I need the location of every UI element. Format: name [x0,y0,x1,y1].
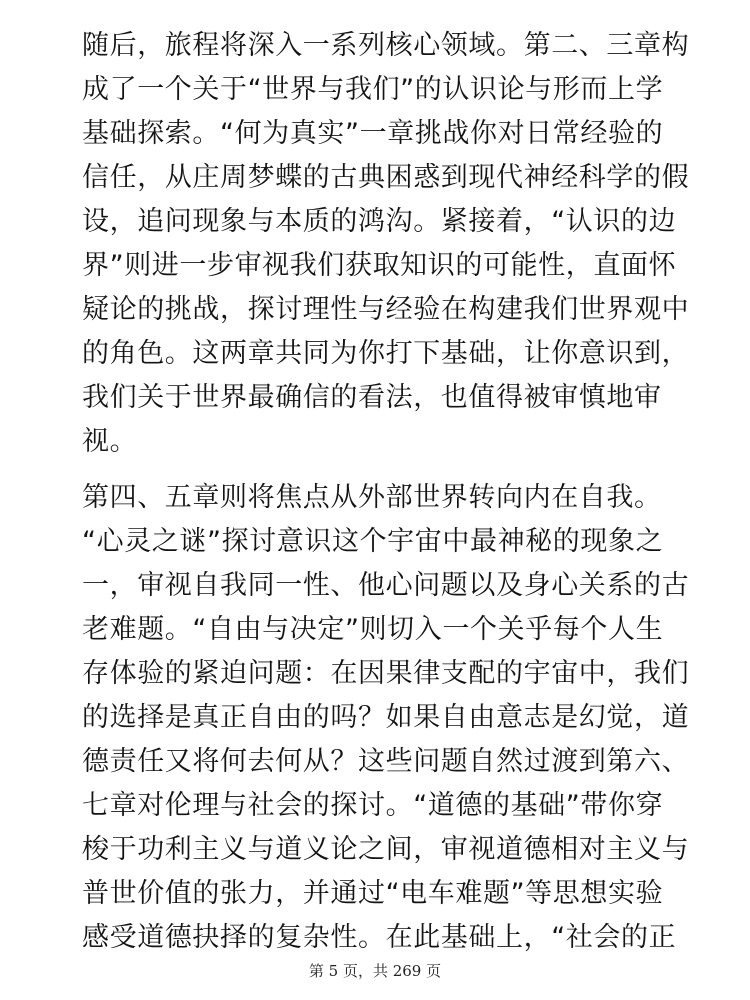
text-line: 感受道德抉择的复杂性。在此基础上，“社会的正 [82,922,677,953]
text-line: 基础探索。“何为真实”一章挑战你对日常经验的 [82,118,664,149]
text-line: 第四、五章则将焦点从外部世界转向内在自我。 [82,482,662,513]
text-line: 七章对伦理与社会的探讨。“道德的基础”带你穿 [82,790,664,821]
text-line: “心灵之谜”探讨意识这个宇宙中最神秘的现象之 [82,526,664,557]
text-line: 随后，旅程将深入一系列核心领域。第二、三章构 [82,30,690,61]
body-text [82,24,690,960]
text-line: 存体验的紧迫问题：在因果律支配的宇宙中，我们 [82,658,690,689]
text-line: 视。 [82,426,138,457]
text-line: 设，追问现象与本质的鸿沟。紧接着，“认识的边 [82,206,677,237]
text-line: 的角色。这两章共同为你打下基础，让你意识到， [82,338,690,369]
text-line: 梭于功利主义与道义论之间，审视道德相对主义与 [82,834,690,865]
text-line: 我们关于世界最确信的看法，也值得被审慎地审 [82,382,662,413]
text-line: 界”则进一步审视我们获取知识的可能性，直面怀 [82,250,677,281]
page-number-footer: 第 5 页，共 269 页 [308,962,442,980]
text-line: 的选择是真正自由的吗？如果自由意志是幻觉，道 [82,702,690,733]
text-line: 信任，从庄周梦蝶的古典困惑到现代神经科学的假 [82,162,690,193]
paragraph-2 [82,476,690,960]
text-line: 普世价值的张力，并通过“电车难题”等思想实验 [82,878,664,909]
paragraph-1 [82,24,690,464]
text-line: 一，审视自我同一性、他心问题以及身心关系的古 [82,570,690,601]
text-line: 疑论的挑战，探讨理性与经验在构建我们世界观中 [82,294,690,325]
text-line: 德责任又将何去何从？这些问题自然过渡到第六、 [82,746,690,777]
text-line: 成了一个关于“世界与我们”的认识论与形而上学 [82,74,664,105]
text-line: 老难题。“自由与决定”则切入一个关乎每个人生 [82,614,664,645]
